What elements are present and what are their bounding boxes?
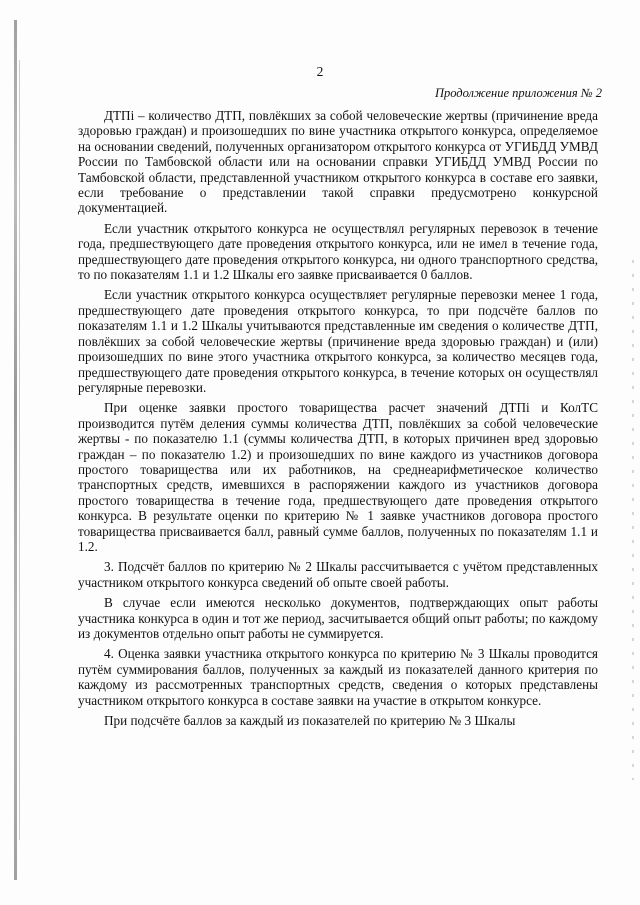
document-body [78, 108, 598, 733]
scan-binding-line [19, 60, 20, 840]
scan-binding-edge [14, 20, 17, 880]
paragraph-no-regular-transport: Если участник открытого конкурса не осуществлял регулярных перевозок в течение года, предшествующего дате проведения открытого конкурса, или не имел в течение года, предшествующего дате проведения открытого конкурса, ни одного транспортного средства, то по показателям 1.1 и 1.2 Шкалы его заявке присваивается 0 баллов. [78, 220, 598, 283]
paragraph-criterion-3-scoring: При подсчёте баллов за каждый из показателей по критерию № 3 Шкалы [104, 713, 516, 729]
paragraph-simple-partnership: При оценке заявки простого товарищества расчет значений ДТПi и КолТС производится путём деления суммы количества ДТП, повлёкших за собой человеческие жертвы - по показателю 1.1 (суммы количества ДТП, в которых причинен вред здоровью граждан – по показателю 1.2) и произошедших по вине каждого из участников договора простого товарищества или их работников, на среднеарифметическое количество транспортных средств, имевшихся в распоряжении каждого из участников договора простого товарищества в течение года, предшествующего дате проведения открытого конкурса. В результате оценки по критерию № 1 заявке участников договора простого товарищества присваивается балл, равный сумме баллов, полученных по показателям 1.1 и 1.2. [78, 400, 598, 554]
page-number: 2 [316, 64, 324, 79]
paragraph-dtp-definition: ДТПi – количество ДТП, повлёкших за собой человеческие жертвы (причинение вреда здоровью граждан) и произошедших по вине участника открытого конкурса, определяемое на основании сведений, полученных организатором открытого конкурса от УГИБДД УМВД России по Тамбовской области или на основании справки УГИБДД УМВД России по Тамбовской области, представленной участником открытого конкурса в составе его заявки, если требование о представлении такой справки предусмотрено конкурсной документацией. [78, 108, 598, 216]
scan-margin-artifact [632, 260, 634, 780]
paragraph-less-than-year: Если участник открытого конкурса осуществляет регулярные перевозки менее 1 года, предшествующего дате проведения открытого конкурса, то при подсчёте баллов по показателям 1.1 и 1.2 Шкалы учитываются представленные им сведения о количестве ДТП, повлёкших за собой человеческие жертвы (причинение вреда здоровью граждан) и (или) произошедших по вине этого участника открытого конкурса, за количество месяцев года, предшествующего дате проведения открытого конкурса, в течение которых он осуществлял регулярные перевозки. [78, 287, 598, 395]
appendix-continuation-label: Продолжение приложения № 2 [434, 86, 602, 100]
paragraph-multiple-documents: В случае если имеются несколько документов, подтверждающих опыт работы участника конкурса в один и тот же период, засчитывается общий опыт работы; по каждому из документов отдельно опыт работы не суммируется. [78, 595, 598, 641]
paragraph-criterion-2: 3. Подсчёт баллов по критерию № 2 Шкалы рассчитывается с учётом представленных участником открытого конкурса сведений об опыте своей работы. [78, 559, 598, 590]
paragraph-criterion-3: 4. Оценка заявки участника открытого конкурса по критерию № 3 Шкалы проводится путём суммирования баллов, полученных за каждый из показателей данного критерия по каждому из рассмотренных транспортных средств, сведения о которых представлены участником открытого конкурса в составе заявки на участие в открытом конкурсе. [78, 646, 598, 708]
